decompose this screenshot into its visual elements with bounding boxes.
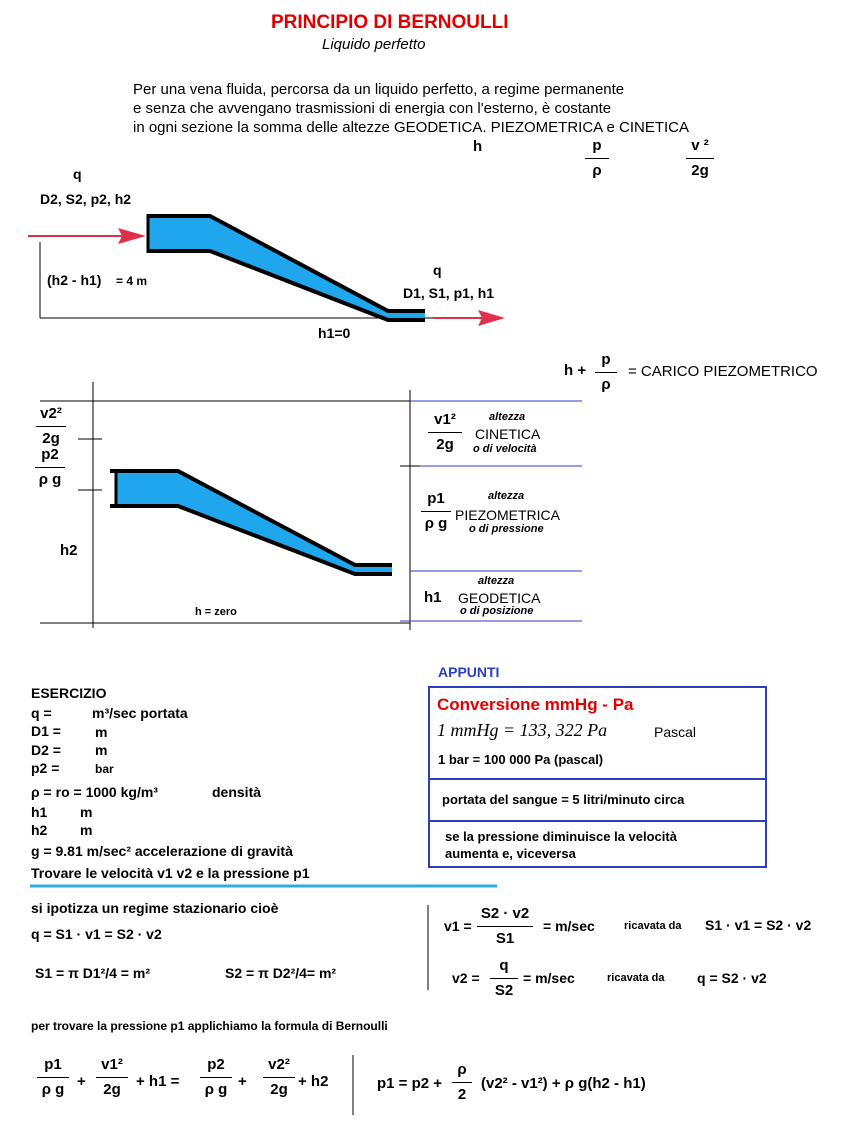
carico-label: = CARICO PIEZOMETRICO bbox=[628, 363, 818, 380]
esercizio-h1-unit: m bbox=[80, 804, 93, 820]
frac-den: S1 bbox=[495, 930, 515, 947]
esercizio-d2-unit: m bbox=[95, 742, 108, 758]
v1-unit: = m/sec bbox=[543, 918, 595, 934]
portata-box bbox=[428, 778, 767, 822]
frac-num: p bbox=[592, 137, 602, 154]
v2-lhs: v2 = bbox=[452, 970, 480, 986]
final-rho-over-2 bbox=[452, 1060, 472, 1105]
intro-line-2: e senza che avvengano trasmissioni di energia con l'esterno, è costante bbox=[133, 100, 612, 117]
ricavata-2: ricavata da bbox=[607, 972, 665, 984]
esercizio-d2: D2 = bbox=[31, 742, 61, 758]
frac-num: v1² bbox=[101, 1056, 123, 1073]
esercizio-rho: ρ = ro = 1000 kg/m³ bbox=[31, 784, 158, 800]
geodetica-main: GEODETICA bbox=[458, 590, 541, 606]
frac-num: v1² bbox=[434, 411, 456, 428]
esercizio-q-unit: m³/sec portata bbox=[92, 705, 188, 721]
bern-p2-over-rhog bbox=[200, 1055, 232, 1100]
frac-den: 2g bbox=[436, 436, 454, 453]
frac-den: 2g bbox=[103, 1081, 121, 1098]
esercizio-h2-unit: m bbox=[80, 822, 93, 838]
bern-plus-1: + bbox=[77, 1073, 86, 1090]
frac-num: q bbox=[499, 957, 509, 974]
cinetica-sub: o di velocità bbox=[473, 443, 537, 455]
frac-num: ρ bbox=[457, 1061, 467, 1078]
page-subtitle: Liquido perfetto bbox=[322, 36, 426, 53]
bern-p1-over-rhog bbox=[37, 1055, 69, 1100]
bern-h2: + h2 bbox=[298, 1073, 329, 1090]
frac-den: ρ g bbox=[38, 471, 62, 488]
final-formula-a: p1 = p2 + bbox=[377, 1075, 443, 1092]
frac-num: S2 · v2 bbox=[480, 905, 530, 922]
conversion-unit: Pascal bbox=[654, 724, 697, 740]
diagram1-h1-zero: h1=0 bbox=[318, 325, 351, 341]
cinetica-main: CINETICA bbox=[475, 426, 541, 442]
frac-den: 2g bbox=[691, 162, 709, 179]
continuity-equation: q = S1 · v1 = S2 · v2 bbox=[31, 926, 162, 942]
frac-num: p1 bbox=[427, 490, 445, 507]
diagram1-height-diff: (h2 - h1) bbox=[47, 272, 102, 288]
diagram1-right-label: D1, S1, p1, h1 bbox=[403, 285, 495, 301]
s2-formula: S2 = π D2²/4= m² bbox=[225, 965, 337, 981]
geodetica-sub: o di posizione bbox=[460, 605, 534, 617]
esercizio-heading: ESERCIZIO bbox=[31, 685, 107, 701]
intro-h: h bbox=[473, 138, 483, 155]
frac-den: ρ bbox=[601, 376, 611, 393]
pressione-line-2: aumenta e, viceversa bbox=[445, 846, 576, 861]
ricavata-1-eq: S1 · v1 = S2 · v2 bbox=[705, 917, 812, 933]
cinetica-top: altezza bbox=[489, 411, 526, 423]
diagram2-h-zero: h = zero bbox=[195, 606, 237, 618]
frac-den: ρ g bbox=[424, 515, 448, 532]
diagram2-p1-over-rhog bbox=[421, 489, 451, 534]
ricavata-2-eq: q = S2 · v2 bbox=[697, 970, 767, 986]
conversion-title: Conversione mmHg - Pa bbox=[437, 695, 634, 714]
frac-num: p2 bbox=[41, 446, 59, 463]
frac-num: p bbox=[601, 351, 611, 368]
frac-den: ρ g bbox=[204, 1081, 228, 1098]
diagram2-v1-over-2g bbox=[428, 410, 462, 455]
s1-formula: S1 = π D1²/4 = m² bbox=[35, 965, 150, 981]
geodetica-top: altezza bbox=[478, 575, 515, 587]
diagram2-h2: h2 bbox=[60, 542, 78, 559]
pressione-line-1: se la pressione diminuisce la velocità bbox=[445, 829, 677, 844]
v2-unit: = m/sec bbox=[523, 970, 575, 986]
esercizio-trovare: Trovare le velocità v1 v2 e la pressione p1 bbox=[31, 865, 310, 881]
bernoulli-intro: per trovare la pressione p1 applichiamo la formula di Bernoulli bbox=[31, 1019, 388, 1033]
v1-lhs: v1 = bbox=[444, 918, 472, 934]
esercizio-h2: h2 bbox=[31, 822, 48, 838]
ricavata-1: ricavata da bbox=[624, 920, 682, 932]
bar-conversion: 1 bar = 100 000 Pa (pascal) bbox=[438, 752, 604, 767]
bern-v2-over-2g bbox=[263, 1055, 295, 1100]
frac-den: S2 bbox=[494, 982, 514, 999]
final-formula-b: (v2² - v1²) + ρ g(h2 - h1) bbox=[481, 1075, 646, 1092]
intro-line-3: in ogni sezione la somma delle altezze GEODETICA. PIEZOMETRICA e CINETICA bbox=[133, 119, 690, 136]
page-title: PRINCIPIO DI BERNOULLI bbox=[271, 12, 509, 33]
diagram1-q-right: q bbox=[433, 262, 442, 278]
appunti-heading: APPUNTI bbox=[438, 664, 500, 680]
ipotesi: si ipotizza un regime stazionario cioè bbox=[31, 900, 279, 916]
frac-num: p2 bbox=[207, 1056, 225, 1073]
carico-h-plus: h + bbox=[564, 362, 587, 379]
conversion-formula: 1 mmHg = 133, 322 Pa bbox=[437, 720, 608, 740]
piezometrica-main: PIEZOMETRICA bbox=[455, 507, 561, 523]
frac-num: v2² bbox=[40, 405, 62, 422]
frac-num: v2² bbox=[268, 1056, 290, 1073]
pressione-box bbox=[428, 820, 767, 868]
esercizio-q: q = bbox=[31, 705, 52, 721]
esercizio-p2: p2 = bbox=[31, 760, 60, 776]
bern-v1-over-2g bbox=[96, 1055, 128, 1100]
frac-num: p1 bbox=[44, 1056, 62, 1073]
piezometrica-sub: o di pressione bbox=[469, 523, 544, 535]
v2-fraction bbox=[490, 956, 518, 1001]
frac-den: 2g bbox=[270, 1081, 288, 1098]
diagram1-height-value: = 4 m bbox=[116, 274, 148, 288]
frac-den: ρ g bbox=[41, 1081, 65, 1098]
diagram2-p2-over-rhog bbox=[35, 445, 65, 490]
esercizio-d1-unit: m bbox=[95, 724, 108, 740]
esercizio-h1: h1 bbox=[31, 804, 48, 820]
frac-den: 2 bbox=[457, 1086, 467, 1103]
carico-p-over-rho bbox=[595, 350, 617, 395]
esercizio-g: g = 9.81 m/sec² accelerazione di gravità bbox=[31, 843, 293, 859]
piezometrica-top: altezza bbox=[488, 490, 525, 502]
frac-den: ρ bbox=[592, 162, 602, 179]
frac-den: 2g bbox=[42, 430, 60, 447]
diagram2-h1: h1 bbox=[424, 589, 442, 606]
esercizio-p2-unit: bar bbox=[95, 762, 114, 776]
diagram2-v2-over-2g bbox=[36, 404, 66, 449]
conversion-box bbox=[428, 686, 767, 780]
bern-plus-2: + bbox=[238, 1073, 247, 1090]
frac-num: v ² bbox=[691, 137, 709, 154]
esercizio-d1: D1 = bbox=[31, 723, 61, 739]
intro-line-1: Per una vena fluida, percorsa da un liquido perfetto, a regime permanente bbox=[133, 81, 625, 98]
esercizio-rho-label: densità bbox=[212, 784, 262, 800]
diagram1-q-left: q bbox=[73, 166, 82, 182]
portata-sangue: portata del sangue = 5 litri/minuto circa bbox=[442, 792, 685, 807]
v1-fraction bbox=[477, 904, 533, 949]
bern-h1-equals: + h1 = bbox=[136, 1073, 180, 1090]
diagram1-left-label: D2, S2, p2, h2 bbox=[40, 191, 132, 207]
